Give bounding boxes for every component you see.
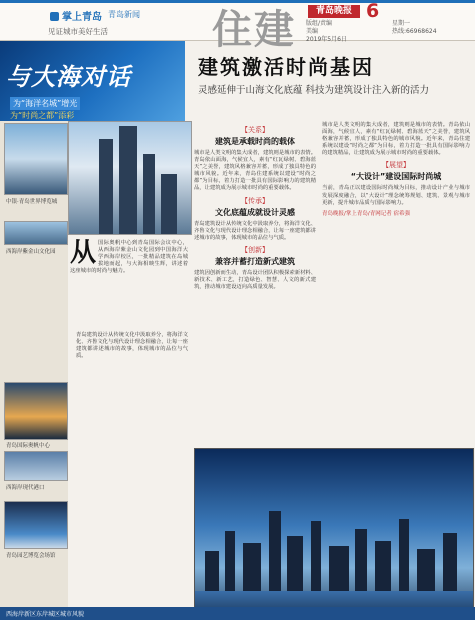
right-text-column xyxy=(322,122,470,217)
photo-caption: 西海岸紫金山文化园 xyxy=(6,249,56,255)
city-skyline-photo xyxy=(194,448,474,620)
paper-name-logo: 青岛晚报 xyxy=(308,5,360,18)
banner-subtitle-1: 为“海洋名城”增光 xyxy=(10,97,80,110)
building-shape xyxy=(287,536,303,591)
photo-column xyxy=(0,121,68,611)
article-text: 青岛建筑设计从传统文化中汲取养分，将海洋文化、齐鲁文化与现代设计理念相融合，让每一座建筑都讲述城市的故事，体现城市的品位与气质。 xyxy=(76,332,188,360)
tower-shape xyxy=(119,126,137,234)
banner-subtitle-2: 为“时尚之都”添彩 xyxy=(10,111,75,120)
app-logo[interactable] xyxy=(50,8,102,23)
building-shape xyxy=(205,551,219,591)
photo-caption: 青岛园艺博览会场馆 xyxy=(6,553,56,559)
photo-expo-venue xyxy=(4,501,68,549)
building-shape xyxy=(375,541,391,591)
masthead xyxy=(0,0,475,53)
lead-text xyxy=(70,240,188,275)
section-heading: “大设计”建设国际时尚城 xyxy=(350,172,442,182)
building-shape xyxy=(443,533,457,591)
middle-text-column xyxy=(194,122,316,291)
info-line: 版组/责编 xyxy=(306,20,333,27)
section-heading: 兼容并蓄打造新式建筑 xyxy=(215,256,295,266)
article-text: 青岛建筑设计从传统文化中汲取养分，将海洋文化、齐鲁文化与现代设计理念相融合，让每一座建筑都讲述城市的故事，体现城市的品位与气质。 xyxy=(194,220,316,241)
tower-shape xyxy=(143,154,155,234)
photo-culture-park xyxy=(4,221,68,245)
page-number: 6 xyxy=(366,0,380,22)
banner xyxy=(0,41,475,121)
section-title: 住建 xyxy=(212,7,296,53)
app-name: 掌上青岛 xyxy=(62,12,102,23)
article-text: 当前，青岛正以建设国际时尚城为目标，推动设计产业与城市发展深度融合，以“大设计”理念统筹规划、建筑、景观与城市更新，提升城市品质与国际影响力。 xyxy=(322,185,470,206)
info-line: 美编 xyxy=(306,28,319,35)
section-tag: 【关系】 xyxy=(241,126,269,134)
photo-port xyxy=(4,451,68,481)
masthead-right xyxy=(392,20,437,36)
drop-cap: 从 xyxy=(70,238,97,268)
tower-photo xyxy=(68,121,192,235)
info-line: 星期一 xyxy=(392,20,411,27)
building-shape xyxy=(311,521,321,591)
article-text: 建筑因创新而生动，青岛设计团队积极探索新材料、新技术、新工艺，打造绿色、智慧、人文的新式建筑，推动城市建设迈向高质量发展。 xyxy=(194,269,316,291)
photo-caption-text: 西海岸新区东岸城区城市风貌 xyxy=(6,611,85,618)
tower-shape xyxy=(161,174,177,234)
byline: 青岛晚报/掌上青岛/青网记者 宿希强 xyxy=(322,210,410,217)
left-text-column xyxy=(76,332,188,360)
photo-expo-city xyxy=(4,123,68,195)
section-tag: 【创新】 xyxy=(241,245,269,254)
phone-line: 热线:66968624 xyxy=(392,28,437,35)
article-text: 城市是人类文明的集大成者，建筑则是城市的表情。青岛依山面海，气候宜人，素有“红瓦绿树、碧海蓝天”之美誉，建筑风格兼容并蓄，形成了独具特色的城市风貌。近年来，青岛住建系统以建设“时尚之都”为目标，着力打造一批具有国际影响力的建筑精品，让建筑成为展示城市时尚的重要载体。 xyxy=(322,122,470,157)
tower-shape xyxy=(99,139,113,234)
building-shape xyxy=(243,543,261,591)
app-text: 青岛新闻 xyxy=(108,10,140,19)
banner-title: 与大海对话 xyxy=(6,63,131,91)
section-heading: 文化底蕴成就设计灵感 xyxy=(215,207,295,217)
section-tag: 【传承】 xyxy=(241,196,269,205)
photo-caption: 青岛国际奥帆中心 xyxy=(6,443,51,449)
building-shape xyxy=(329,546,349,591)
building-shape xyxy=(269,511,281,591)
info-line: 2019年5月6日 xyxy=(306,36,347,43)
lead-body: 国际奥帆中心到青岛国际会议中心，从西海岸紫金山文化园到中国海洋大学西海岸校区，一批精品建筑在岛城拔地而起，与大海相映生辉，讲述着这座城市的时尚与魅力。 xyxy=(70,240,188,275)
headline: 建筑激活时尚基因 xyxy=(198,55,374,79)
app-icon xyxy=(50,12,59,21)
slogan: 见证城市美好生活 xyxy=(48,27,108,36)
photo-caption: 西海岸现代港口 xyxy=(6,485,45,491)
article-text: 城市是人类文明的集大成者，建筑则是城市的表情。青岛依山面海，气候宜人，素有“红瓦绿树、碧海蓝天”之美誉，建筑风格兼容并蓄，形成了独具特色的城市风貌。近年来，青岛住建系统以建设“时尚之都”为目标，着力打造一批具有国际影响力的建筑精品，让建筑成为展示城市时尚的重要载体。 xyxy=(194,150,316,192)
lead-paragraph xyxy=(70,240,188,330)
section-tag: 【展望】 xyxy=(382,161,410,170)
photo-sailing-center xyxy=(4,382,68,440)
photo-caption: 中银·青岛世界博览城 xyxy=(6,199,58,205)
building-shape xyxy=(355,529,367,591)
building-shape xyxy=(417,549,435,591)
building-shape xyxy=(399,519,409,591)
building-shape xyxy=(225,531,235,591)
subheadline: 灵感延伸于山海文化底蕴 科技为建筑设计注入新的活力 xyxy=(198,85,430,96)
section-heading: 建筑是承载时尚的载体 xyxy=(215,137,295,146)
